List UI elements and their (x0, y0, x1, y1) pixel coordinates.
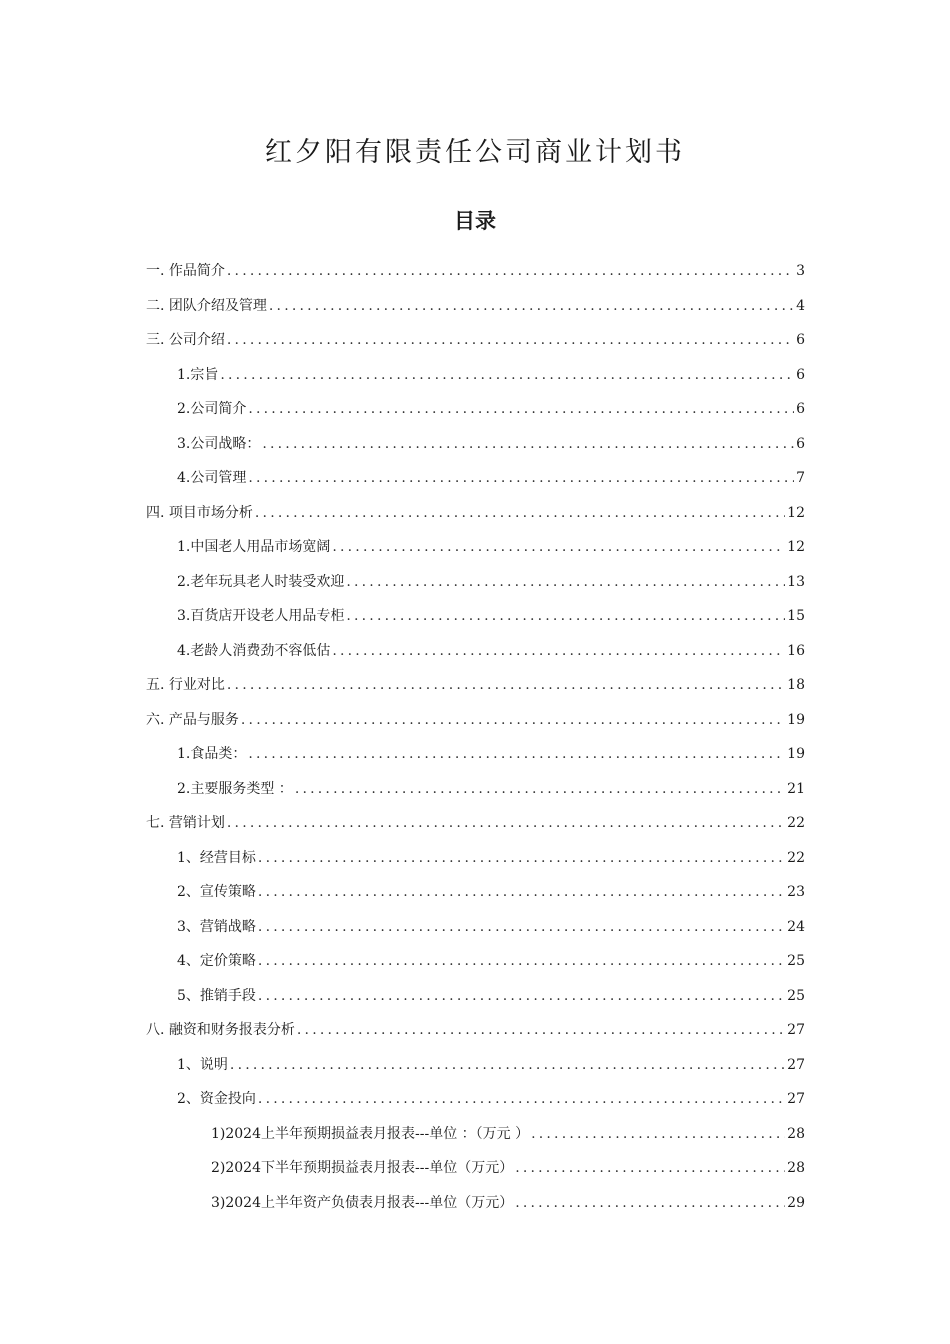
toc-entry-title: 1、说明 (177, 1056, 228, 1073)
toc-entry-title: 1.中国老人用品市场宽阔 (177, 539, 331, 555)
toc-entry-page: 12 (787, 539, 805, 555)
toc-dot-leader (248, 398, 794, 420)
toc-entry-title: 5、推销手段 (177, 987, 256, 1004)
toc-entry-title: 五. 行业对比 (146, 677, 225, 693)
toc-entry-title: 二. 团队介绍及管理 (146, 297, 267, 314)
toc-entry[interactable] (146, 1019, 805, 1041)
toc-heading: 目录 (454, 209, 496, 233)
toc-entry[interactable] (211, 1192, 805, 1214)
toc-entry[interactable] (211, 1157, 805, 1179)
toc-dot-leader (227, 260, 794, 282)
toc-entry-title: 七. 营销计划 (146, 815, 225, 831)
toc-entry-title: 1)2024上半年预期损益表月报表---单位 ：（万元 ） (211, 1125, 530, 1142)
toc-dot-leader (230, 1054, 785, 1076)
toc-entry[interactable] (146, 295, 805, 317)
toc-dot-leader (258, 847, 785, 869)
toc-dot-leader (227, 329, 794, 351)
toc-dot-leader (346, 571, 785, 593)
toc-entry-title: 4.公司管理 (177, 470, 247, 486)
toc-entry[interactable] (177, 364, 805, 386)
toc-entry[interactable] (177, 881, 805, 903)
toc-dot-leader (248, 467, 794, 489)
toc-entry-page: 22 (787, 849, 805, 866)
toc-entry-page: 19 (787, 711, 805, 728)
toc-entry-page: 6 (796, 435, 805, 452)
toc-entry-page: 19 (787, 746, 805, 762)
toc-entry-title: 1、经营目标 (177, 849, 256, 866)
toc-entry[interactable] (177, 640, 805, 662)
toc-entry-title: 3.百货店开设老人用品专柜 (177, 608, 345, 624)
toc-entry-page: 28 (787, 1125, 805, 1142)
toc-dot-leader (248, 743, 785, 765)
toc-entry-page: 22 (787, 815, 805, 831)
toc-dot-leader (269, 295, 794, 317)
toc-entry[interactable] (177, 950, 805, 972)
toc-entry[interactable] (177, 433, 805, 455)
toc-entry-page: 16 (787, 642, 805, 659)
toc-entry[interactable] (146, 502, 805, 524)
toc-entry[interactable] (177, 398, 805, 420)
toc-entry-title: 2)2024下半年预期损益表月报表---单位（万元） (211, 1160, 514, 1176)
toc-entry-page: 15 (787, 608, 805, 624)
toc-dot-leader (220, 364, 794, 386)
toc-entry[interactable] (177, 916, 805, 938)
toc-entry-page: 21 (787, 780, 805, 797)
toc-entry-title: 2.老年玩具老人时装受欢迎 (177, 573, 345, 590)
toc-entry-title: 六. 产品与服务 (146, 711, 239, 728)
toc-entry-page: 3 (796, 263, 805, 279)
toc-dot-leader (297, 1019, 785, 1041)
toc-entry-page: 4 (796, 297, 805, 314)
toc-entry[interactable] (177, 605, 805, 627)
toc-entry-page: 27 (787, 1056, 805, 1073)
toc-entry-title: 4.老龄人消费劲不容低估 (177, 642, 331, 659)
toc-dot-leader (515, 1192, 785, 1214)
toc-entry-page: 12 (787, 504, 805, 521)
toc-entry-page: 6 (796, 366, 805, 383)
toc-dot-leader (258, 1088, 785, 1110)
toc-entry[interactable] (146, 329, 805, 351)
toc-entry-title: 1.宗旨 (177, 366, 219, 383)
toc-entry[interactable] (177, 536, 805, 558)
document-title: 红夕阳有限责任公司商业计划书 (265, 137, 685, 168)
toc-dot-leader (258, 881, 785, 903)
toc-dot-leader (227, 812, 785, 834)
toc-entry-title: 2.公司简介 (177, 401, 247, 417)
toc-dot-leader (262, 433, 794, 455)
toc-entry[interactable] (211, 1123, 805, 1145)
toc-dot-leader (332, 640, 785, 662)
toc-entry-page: 25 (787, 987, 805, 1004)
toc-entry-title: 2、资金投向 (177, 1091, 256, 1107)
toc-entry-page: 7 (796, 470, 805, 486)
toc-entry-page: 6 (796, 401, 805, 417)
toc-entry[interactable] (177, 1088, 805, 1110)
toc-entry-page: 27 (787, 1091, 805, 1107)
toc-entry-title: 3、营销战略 (177, 918, 256, 935)
toc-entry-page: 27 (787, 1022, 805, 1038)
toc-dot-leader (332, 536, 785, 558)
toc-dot-leader (531, 1123, 785, 1145)
toc-entry-title: 八. 融资和财务报表分析 (146, 1022, 295, 1038)
toc-entry-title: 四. 项目市场分析 (146, 504, 253, 521)
toc-entry[interactable] (177, 571, 805, 593)
toc-entry[interactable] (146, 674, 805, 696)
toc-entry-page: 24 (787, 918, 805, 935)
toc-entry-title: 2、宣传策略 (177, 884, 256, 900)
toc-entry-title: 3.公司战略： (177, 435, 261, 452)
toc-entry[interactable] (177, 847, 805, 869)
toc-entry[interactable] (146, 260, 805, 282)
toc-entry-title: 4、定价策略 (177, 953, 256, 969)
toc-dot-leader (258, 985, 785, 1007)
toc-dot-leader (515, 1157, 785, 1179)
toc-entry-title: 一. 作品简介 (146, 263, 225, 279)
toc-dot-leader (346, 605, 785, 627)
toc-entry-page: 25 (787, 953, 805, 969)
toc-dot-leader (241, 709, 785, 731)
toc-dot-leader (258, 950, 785, 972)
toc-dot-leader (255, 502, 785, 524)
toc-entry-title: 三. 公司介绍 (146, 332, 225, 348)
toc-entry[interactable] (177, 985, 805, 1007)
toc-entry[interactable] (146, 709, 805, 731)
toc-entry[interactable] (177, 743, 805, 765)
toc-entry-title: 3)2024上半年资产负债表月报表---单位（万元） (211, 1194, 514, 1211)
toc-dot-leader (227, 674, 785, 696)
toc-entry-page: 6 (796, 332, 805, 348)
toc-entry[interactable] (146, 812, 805, 834)
toc-dot-leader (258, 916, 785, 938)
toc-dot-leader (295, 778, 785, 800)
toc-entry-page: 18 (787, 677, 805, 693)
toc-entry[interactable] (177, 1054, 805, 1076)
toc-entry-page: 13 (787, 573, 805, 590)
toc-entry[interactable] (177, 467, 805, 489)
toc-entry-page: 23 (787, 884, 805, 900)
toc-entry-page: 29 (787, 1194, 805, 1211)
toc-entry[interactable] (177, 778, 805, 800)
toc-entry-title: 2.主要服务类型 ： (177, 780, 293, 797)
toc-entry-page: 28 (787, 1160, 805, 1176)
toc-entry-title: 1.食品类： (177, 746, 247, 762)
